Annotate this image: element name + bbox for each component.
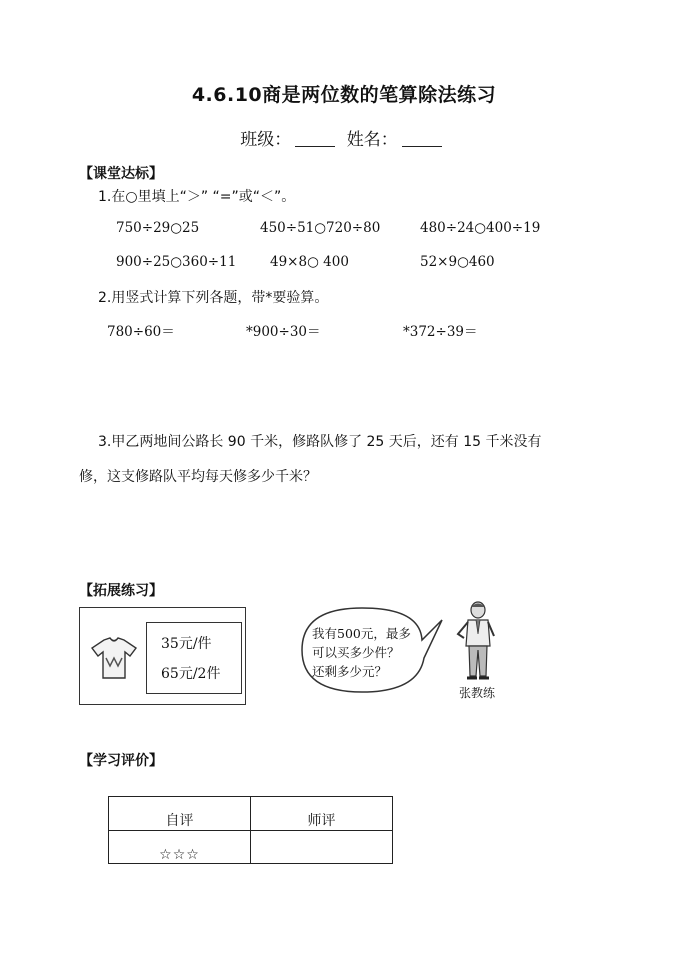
speech-line: 可以买多少件？ — [312, 645, 400, 660]
q2-prompt: 2.用竖式计算下列各题，带*要验算。 — [98, 290, 329, 306]
q1-prompt: 1.在○里填上“＞” “=”或“＜”。 — [98, 189, 296, 205]
table-row — [109, 831, 393, 864]
teacher-eval-header: 师评 — [251, 797, 393, 831]
coach-figure-icon — [452, 600, 502, 682]
q3-line1: 3.甲乙两地间公路长 90 千米，修路队修了 25 天后，还有 15 千米没有 — [98, 434, 542, 450]
self-eval-header: 自评 — [109, 797, 251, 831]
q2-item: *900÷30＝ — [246, 324, 321, 340]
evaluation-heading: 【学习评价】 — [79, 753, 163, 769]
q1-item: 900÷25○360÷11 — [116, 254, 237, 270]
table-row — [109, 797, 393, 831]
q2-item: 780÷60＝ — [107, 324, 175, 340]
speech-line: 还剩多少元？ — [312, 664, 388, 679]
price-single: 35元/件 — [161, 636, 212, 652]
tshirt-icon — [90, 636, 138, 680]
teacher-rating-cell[interactable] — [251, 831, 393, 864]
name-blank[interactable] — [402, 130, 442, 147]
extension-heading: 【拓展练习】 — [79, 583, 163, 599]
speech-line: 我有500元，最多 — [312, 626, 411, 641]
page-title: 4.6.10商是两位数的笔算除法练习 — [191, 84, 497, 106]
q1-item: 750÷29○25 — [116, 220, 200, 236]
class-label: 班级： — [240, 130, 292, 150]
classroom-heading: 【课堂达标】 — [79, 166, 163, 182]
q1-item: 52×9○460 — [420, 254, 495, 270]
q3-line2: 修，这支修路队平均每天修多少千米？ — [79, 469, 317, 485]
price-panel — [79, 607, 246, 705]
price-box — [146, 622, 242, 694]
q1-item: 49×8○ 400 — [270, 254, 349, 270]
self-rating-stars[interactable]: ☆☆☆ — [109, 831, 251, 864]
price-double: 65元/2件 — [161, 666, 221, 682]
evaluation-table — [108, 796, 393, 864]
q2-item: *372÷39＝ — [403, 324, 478, 340]
q1-item: 450÷51○720÷80 — [260, 220, 381, 236]
student-info-line — [0, 125, 688, 150]
name-label: 姓名： — [346, 130, 398, 150]
speech-text — [312, 624, 411, 681]
q1-item: 480÷24○400÷19 — [420, 220, 541, 236]
coach-name: 张教练 — [459, 686, 496, 700]
class-blank[interactable] — [295, 130, 335, 147]
